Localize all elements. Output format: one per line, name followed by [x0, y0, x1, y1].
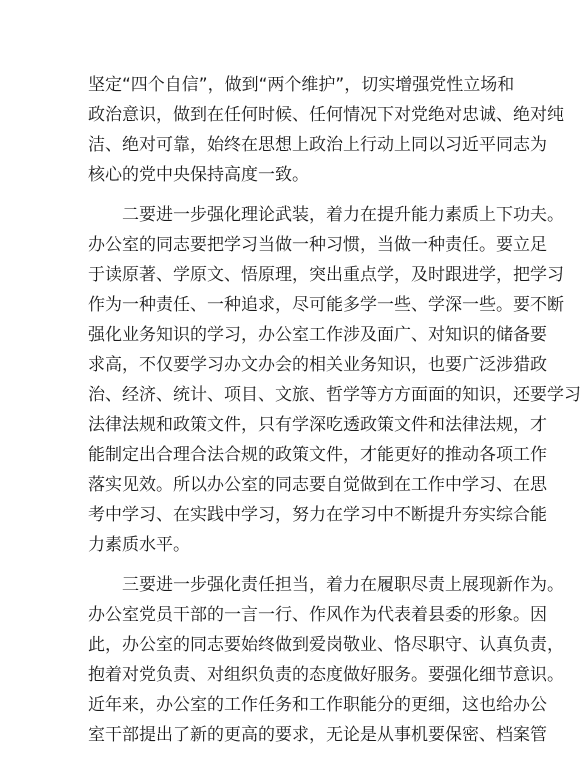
- text-line: 近年来，办公室的工作任务和工作职能分的更细，这也给办公: [88, 695, 547, 715]
- text-line: 求高，不仅要学习办文办会的相关业务知识，也要广泛涉猎政: [88, 355, 547, 375]
- text-line: 政治意识，做到在任何时候、任何情况下对党绝对忠诚、绝对纯: [88, 105, 564, 125]
- text-line: 办公室的同志要把学习当做一种习惯，当做一种责任。要立足: [88, 235, 547, 255]
- text-line: 办公室党员干部的一言一行、作风作为代表着县委的形象。因: [88, 605, 547, 625]
- paragraph-spacer: [88, 190, 508, 200]
- paragraph-3: [88, 570, 564, 750]
- text-line: 抱着对党负责、对组织负责的态度做好服务。要强化细节意识。: [88, 665, 564, 685]
- text-line: 治、经济、统计、项目、文旅、哲学等方方面面的知识，还要学习: [88, 385, 581, 405]
- text-line: 于读原著、学原文、悟原理，突出重点学，及时跟进学，把学习: [88, 265, 564, 285]
- paragraph-spacer: [88, 560, 508, 570]
- text-line: 强化业务知识的学习，办公室工作涉及面广、对知识的储备要: [88, 325, 547, 345]
- paragraph-2: [88, 200, 581, 560]
- text-line: 法律法规和政策文件，只有学深吃透政策文件和法律法规，才: [88, 415, 547, 435]
- text-line: 力素质水平。: [88, 535, 190, 555]
- text-line: 二要进一步强化理论武装，着力在提升能力素质上下功夫。: [88, 205, 564, 225]
- text-line: 坚定“四个自信”，做到“两个维护”，切实增强党性立场和: [88, 75, 515, 95]
- text-line: 考中学习、在实践中学习，努力在学习中不断提升夯实综合能: [88, 505, 547, 525]
- text-line: 作为一种责任、一种追求，尽可能多学一些、学深一些。要不断: [88, 295, 564, 315]
- document-body: [88, 70, 581, 750]
- paragraph-1: [88, 70, 564, 190]
- text-line: 室干部提出了新的更高的要求，无论是从事机要保密、档案管: [88, 725, 547, 745]
- text-line: 此，办公室的同志要始终做到爱岗敬业、恪尽职守、认真负责，: [88, 635, 564, 655]
- text-line: 洁、绝对可靠，始终在思想上政治上行动上同以习近平同志为: [88, 135, 547, 155]
- text-line: 能制定出合理合法合规的政策文件，才能更好的推动各项工作: [88, 445, 547, 465]
- text-line: 三要进一步强化责任担当，着力在履职尽责上展现新作为。: [88, 575, 564, 595]
- text-line: 核心的党中央保持高度一致。: [88, 165, 309, 185]
- text-line: 落实见效。所以办公室的同志要自觉做到在工作中学习、在思: [88, 475, 547, 495]
